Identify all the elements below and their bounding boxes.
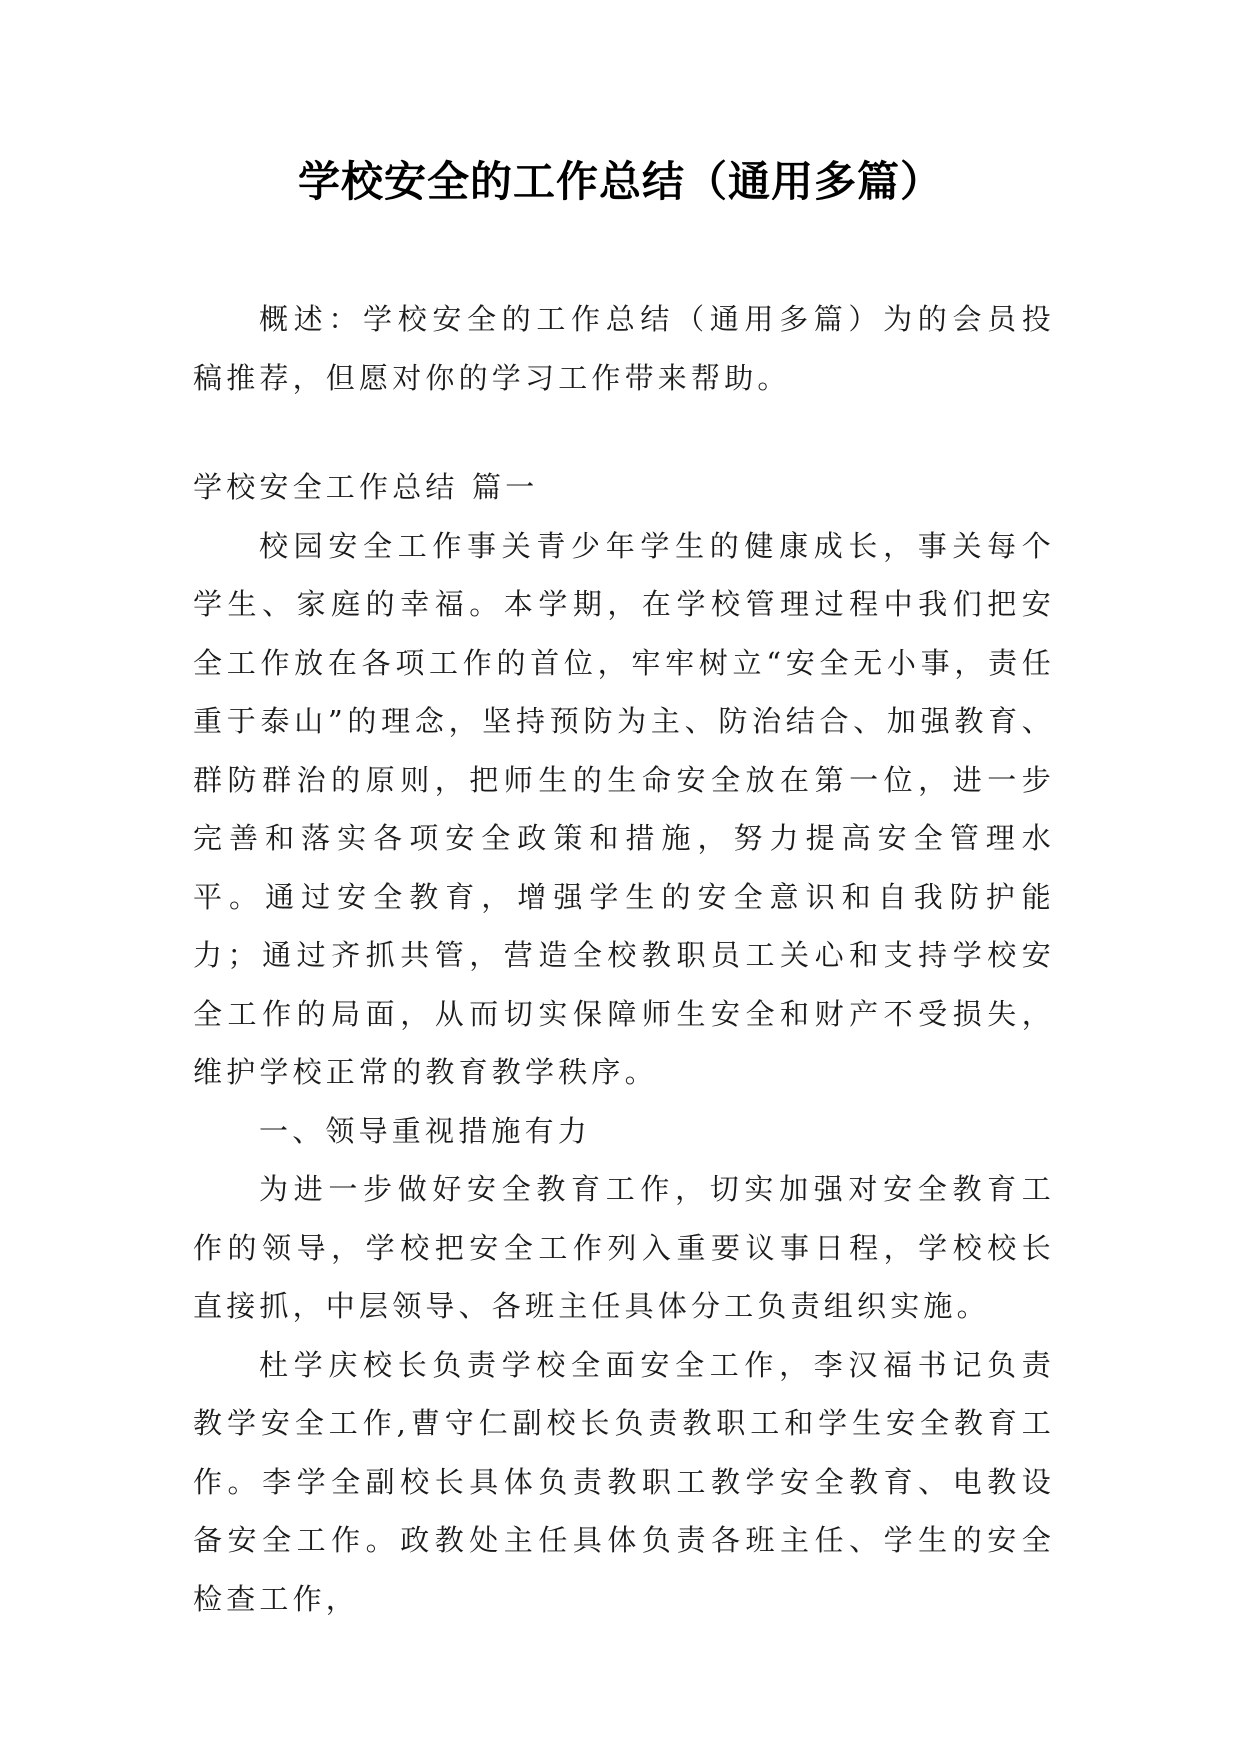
- body-paragraph: 杜学庆校长负责学校全面安全工作，李汉福书记负责教学安全工作,曹守仁副校长负责教职工和学生安全教育工作。李学全副校长具体负责教职工教学安全教育、电教设备安全工作。政教处主任具体负责各班主任、学生的安全检查工作，: [193, 1347, 1055, 1616]
- body-paragraph: 校园安全工作事关青少年学生的健康成长，事关每个学生、家庭的幸福。本学期，在学校管理过程中我们把安全工作放在各项工作的首位，牢牢树立“安全无小事，责任重于泰山”的理念，坚持预防为主、防治结合、加强教育、群防群治的原则，把师生的生命安全放在第一位，进一步完善和落实各项安全政策和措施，努力提高安全管理水平。通过安全教育，增强学生的安全意识和自我防护能力；通过齐抓共管，营造全校教职员工关心和支持学校安全工作的局面，从而切实保障师生安全和财产不受损失，维护学校正常的教育教学秩序。: [193, 528, 1055, 1089]
- section-heading: 学校安全工作总结 篇一: [193, 470, 539, 504]
- body-paragraph: 为进一步做好安全教育工作，切实加强对安全教育工作的领导，学校把安全工作列入重要议事日程，学校校长直接抓，中层领导、各班主任具体分工负责组织实施。: [193, 1172, 1055, 1323]
- article-body: [193, 458, 1055, 1628]
- document-title: 学校安全的工作总结（通用多篇）: [297, 157, 943, 206]
- summary-paragraph: 概述：学校安全的工作总结（通用多篇）为的会员投稿推荐，但愿对你的学习工作带来帮助。: [193, 302, 1055, 395]
- subsection-heading: 一、领导重视措施有力: [259, 1113, 592, 1148]
